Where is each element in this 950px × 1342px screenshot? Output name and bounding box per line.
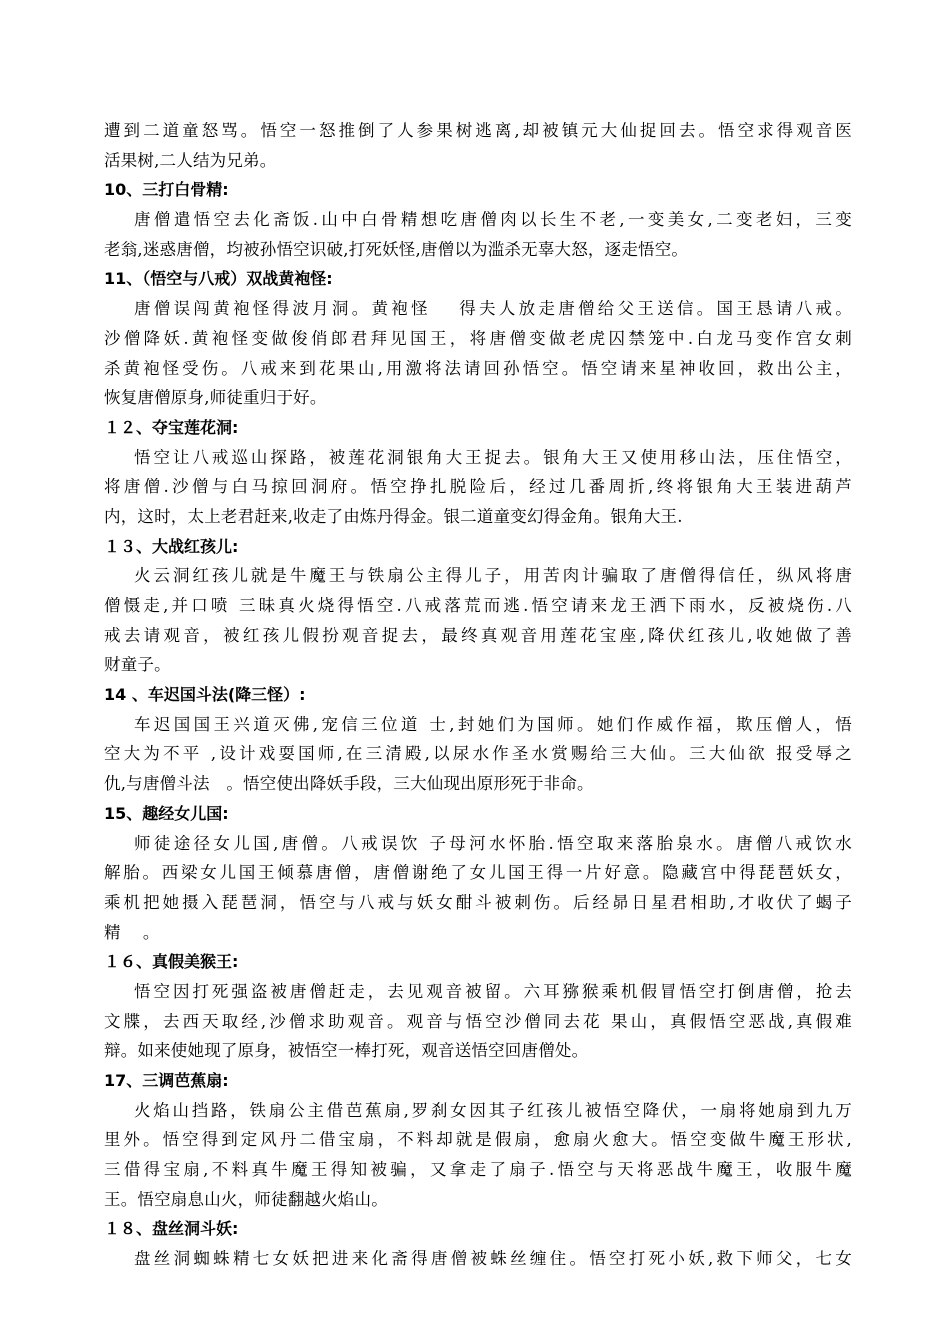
paragraph-line: 辩。如来使她现了原身，被悟空一棒打死，观音送悟空回唐僧处。 [104, 1041, 589, 1061]
section-heading: 11、（悟空与八戒）双战黄袍怪: [104, 269, 333, 289]
section-heading: 14 、车迟国斗法(降三怪）: [104, 685, 306, 705]
section-heading: 17、三调芭蕉扇: [104, 1071, 229, 1090]
section-heading: １８、盘丝洞斗妖: [104, 1219, 239, 1239]
paragraph-line: 师徒途径女儿国,唐僧。八戒误饮 子母河水怀胎.悟空取来落胎泉水。唐僧八戒饮水 [134, 833, 852, 853]
paragraph-line: 盘丝洞蜘蛛精七女妖把进来化斋得唐僧被蛛丝缠住。悟空打死小妖,救下师父，七女 [134, 1249, 852, 1269]
paragraph-line: 唐僧误闯黄袍怪得波月洞。黄袍怪 得夫人放走唐僧给父王送信。国王恳请八戒。 [134, 299, 852, 319]
paragraph-line: 王。悟空扇息山火，师徒翻越火焰山。 [104, 1189, 388, 1209]
paragraph-line: 戒去请观音，被红孩儿假扮观音捉去，最终真观音用莲花宝座,降伏红孩儿,收她做了善 [104, 625, 852, 645]
paragraph-line: 空大为不平 ,设计戏耍国师,在三清殿,以尿水作圣水赏赐给三大仙。三大仙欲 报受辱之 [104, 744, 852, 764]
section-heading: 15、趣经女儿国: [104, 803, 229, 823]
paragraph-line: 将唐僧.沙僧与白马掠回洞府。悟空挣扎脱险后，经过几番周折,终将银角大王装进葫芦 [104, 477, 852, 497]
intro-line-1: 遭到二道童怒骂。悟空一怒推倒了人参果树逃离,却被镇元大仙捉回去。悟空求得观音医 [104, 121, 852, 140]
paragraph-line: 仇,与唐僧斗法 。悟空使出降妖手段，三大仙现出原形死于非命。 [104, 774, 594, 794]
section-heading: １２、夺宝莲花洞: [104, 417, 239, 437]
paragraph-line: 车迟国国王兴道灭佛,宠信三位道 士,封她们为国师。她们作威作福，欺压僧人，悟 [134, 714, 852, 734]
section-heading: １６、真假美猴王: [104, 952, 239, 972]
intro-line-2: 活果树,二人结为兄弟。 [104, 150, 277, 170]
paragraph-line: 精 。 [104, 922, 160, 942]
paragraph-line: 乘机把她摄入琵琶洞，悟空与八戒与妖女酣斗被刺伤。后经昴日星君相助,才收伏了蝎子 [104, 892, 852, 912]
paragraph-line: 唐僧遣悟空去化斋饭.山中白骨精想吃唐僧肉以长生不老,一变美女,二变老妇，三变 [134, 210, 852, 230]
paragraph-line: 悟空因打死强盗被唐僧赶走，去见观音被留。六耳猕猴乘机假冒悟空打倒唐僧，抢去 [134, 981, 852, 1001]
paragraph-line: 老翁,迷惑唐僧，均被孙悟空识破,打死妖怪,唐僧以为滥杀无辜大怒，逐走悟空。 [104, 239, 689, 259]
section-heading: １３、大战红孩儿: [104, 536, 239, 556]
paragraph-line: 火云洞红孩儿就是牛魔王与铁扇公主得儿子，用苦肉计骗取了唐僧得信任，纵风将唐 [134, 566, 852, 586]
paragraph-line: 内，这时，太上老君赶来,收走了由炼丹得金。银二道童变幻得金角。银角大王. [104, 506, 683, 526]
paragraph-line: 里外。悟空得到定风丹二借宝扇，不料却就是假扇，愈扇火愈大。悟空变做牛魔王形状, [104, 1130, 852, 1150]
paragraph-line: 恢复唐僧原身,师徒重归于好。 [104, 388, 327, 408]
paragraph-line: 杀黄袍怪受伤。八戒来到花果山,用激将法请回孙悟空。悟空请来星神收回，救出公主， [104, 358, 852, 378]
paragraph-line: 沙僧降妖.黄袍怪变做俊俏郎君拜见国王，将唐僧变做老虎囚禁笼中.白龙马变作宫女刺 [104, 328, 852, 348]
paragraph-line: 火焰山挡路，铁扇公主借芭蕉扇,罗刹女因其子红孩儿被悟空降伏，一扇将她扇到九万 [134, 1100, 852, 1120]
paragraph-line: 僧慑走,并口喷 三昧真火烧得悟空.八戒落荒而逃.悟空请来龙王洒下雨水，反被烧伤.八 [104, 596, 852, 615]
paragraph-line: 三借得宝扇,不料真牛魔王得知被骗，又拿走了扇子.悟空与天将恶战牛魔王，收服牛魔 [104, 1160, 852, 1180]
paragraph-line: 财童子。 [104, 655, 171, 675]
section-heading: 10、三打白骨精: [104, 180, 229, 200]
paragraph-line: 文牒，去西天取经,沙僧求助观音。观音与悟空沙僧同去花 果山，真假悟空恶战,真假难 [104, 1011, 852, 1031]
document-page [104, 116, 852, 1274]
paragraph-line: 解胎。西梁女儿国王倾慕唐僧，唐僧谢绝了女儿国王得一片好意。隐藏宫中得琵琶妖女， [104, 863, 852, 883]
paragraph-line: 悟空让八戒巡山探路，被莲花洞银角大王捉去。银角大王又使用移山法，压住悟空， [134, 447, 852, 467]
